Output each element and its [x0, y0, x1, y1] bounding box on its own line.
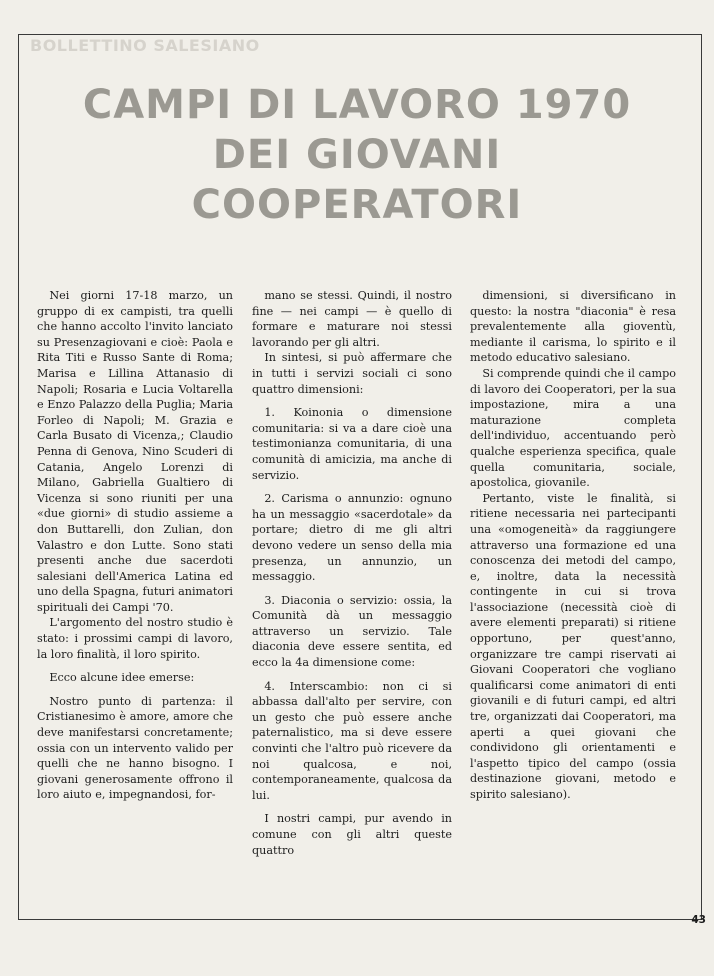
paragraph: I nostri campi, pur avendo in comune con gli altri queste quattro — [252, 812, 452, 857]
frame-left-rule — [18, 34, 19, 919]
paragraph: 2. Carisma o annunzio: ognuno ha un messaggio «sacerdotale» da portare; dietro di me gli altri devono vedere un senso della mia presenza, un annunzio, un messaggio. — [252, 492, 452, 584]
page-number: 43 — [691, 914, 706, 926]
paragraph: In sintesi, si può affermare che in tutti i servizi sociali ci sono quattro dimensioni: — [252, 351, 452, 396]
bleed-through-heading: BOLLETTINO SALESIANO — [30, 36, 260, 55]
frame-top-rule — [18, 34, 702, 35]
title-line-3: COOPERATORI — [191, 182, 523, 228]
title-line-1: CAMPI DI LAVORO 1970 — [82, 82, 632, 128]
paragraph: Nostro punto di partenza: il Cristianesimo è amore, amore che deve manifestarsi concretamente; ossia con un intervento valido per quelli che ne hanno bisogno. I giovani generosamente offrono il loro aiuto e, impegnandosi, for- — [37, 694, 233, 802]
paragraph: Si comprende quindi che il campo di lavoro dei Cooperatori, per la sua impostazione, mira a una maturazione completa dell'individuo, accentuando però qualche esperienza specifica, quale quella comunitaria, sociale, apostolica, giovanile. — [470, 366, 676, 490]
paragraph: Ecco alcune idee emerse: — [49, 671, 195, 685]
paragraph: L'argomento del nostro studio è stato: i prossimi campi di lavoro, la loro finalità, il loro spirito. — [37, 616, 233, 661]
article-title — [30, 80, 684, 230]
frame-right-rule — [701, 34, 702, 919]
text-column-2 — [252, 288, 452, 858]
paragraph: dimensioni, si diversificano in questo: la nostra "diaconia" è resa prevalentemente alla gioventù, mediante il carisma, lo spirito e il metodo educativo salesiano. — [470, 289, 676, 365]
paragraph: Pertanto, viste le finalità, si ritiene necessaria nei partecipanti una «omogeneità» da raggiungere attraverso una formazione ed una conoscenza dei metodi del campo, e, inoltre, data la necessità contingente in cui si trova l'associazione (necessità cioè di avere elementi preparati) si ritiene opportuno, per quest'anno, organizzare tre campi riservati ai Giovani Cooperatori che vogliano qualificarsi come animatori di enti giovanili e di futuri campi, ed altri tre, organizzati dai Cooperatori, ma aperti a quei giovani che condividono gli orientamenti e l'aspetto tipico del campo (ossia destinazione giovani, metodo e spirito salesiano). — [470, 491, 676, 801]
text-column-3 — [470, 288, 676, 803]
paragraph: Nei giorni 17-18 marzo, un gruppo di ex campisti, tra quelli che hanno accolto l'invito lanciato su Presenzagiovani e cioè: Paola e Rita Titi e Russo Sante di Roma; Marisa e Lillina Attanasio di Napoli; Rosaria e Lucia Voltarella e Enzo Palazzo della Puglia; Maria Forleo di Napoli; M. Grazia e Carla Busato di Vicenza,; Claudio Penna di Genova, Nino Scuderi di Catania, Angelo Lorenzi di Milano, Gabriella Gualtiero di Vicenza si sono riuniti per una «due giorni» di studio assieme a don Buttarelli, don Zulian, don Valastro e don Lutte. Sono stati presenti anche due sacerdoti salesiani dell'America Latina ed uno della Spagna, futuri animatori spirituali dei Campi '70. — [37, 289, 233, 614]
frame-bottom-rule — [18, 919, 702, 920]
title-line-2: DEI GIOVANI — [212, 132, 502, 178]
paragraph: 3. Diaconia o servizio: ossia, la Comunità dà un messaggio attraverso un servizio. Tale diaconia deve essere sentita, ed ecco la 4a dimensione come: — [252, 593, 452, 670]
paragraph: 1. Koinonia o dimensione comunitaria: si va a dare cioè una testimonianza comunitaria, di una comunità di amicizia, ma anche di servizio. — [252, 406, 452, 482]
paragraph: 4. Interscambio: non ci si abbassa dall'alto per servire, con un gesto che può essere anche paternalistico, ma si deve essere convinti che l'altro può ricevere da noi qualcosa, e noi, contemporaneamente, qualcosa da lui. — [252, 679, 452, 802]
paragraph: mano se stessi. Quindi, il nostro fine — nei campi — è quello di formare e maturare noi stessi lavorando per gli altri. — [252, 289, 452, 349]
text-column-1 — [37, 288, 233, 803]
